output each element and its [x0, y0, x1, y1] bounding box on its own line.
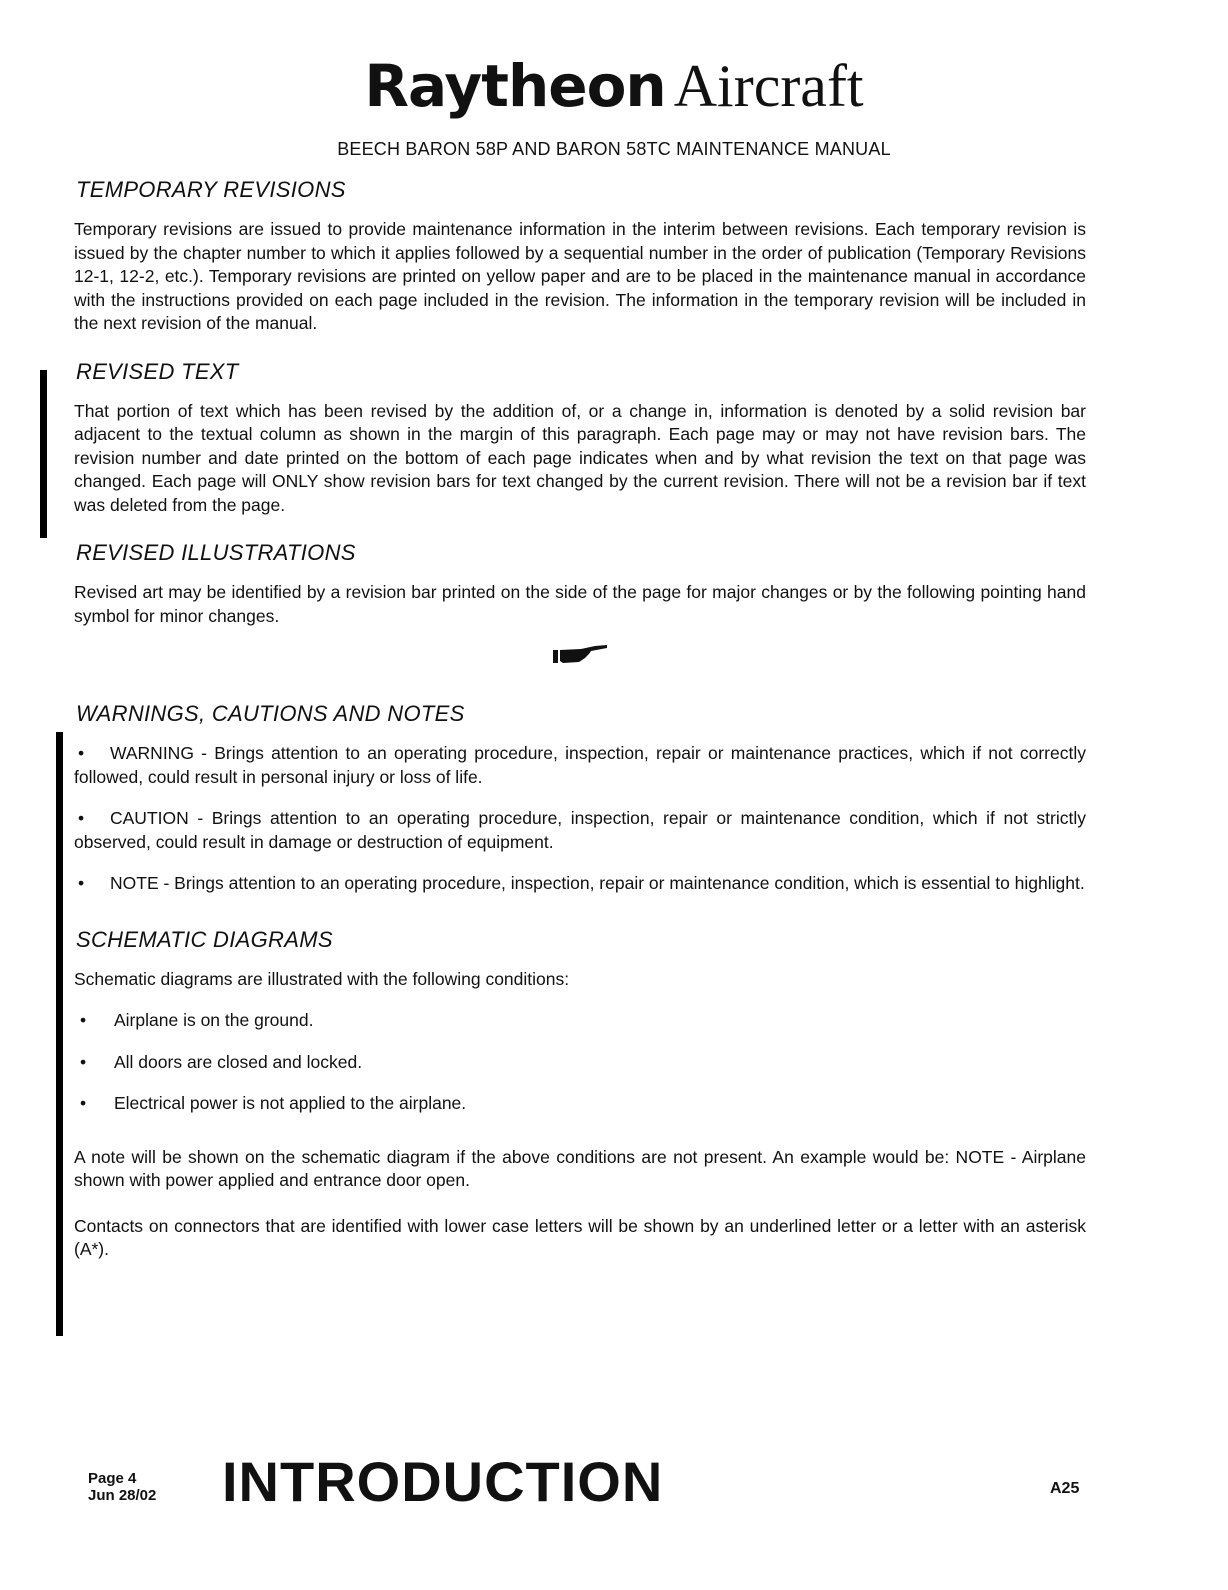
bullet-icon: • [80, 1051, 87, 1072]
revision-bar-warnings [56, 732, 63, 1336]
bullet-icon: • [80, 1010, 87, 1030]
pointing-hand-icon [74, 642, 1086, 666]
caution-item-text: CAUTION - Brings attention to an operating procedure, inspection, repair or maintenance condition, which if not strictly observed, could result in damage or destruction of equipment. [74, 808, 1086, 852]
paragraph-schematic-intro: Schematic diagrams are illustrated with the following conditions: [74, 968, 570, 989]
heading-warnings: WARNINGS, CAUTIONS AND NOTES [76, 701, 465, 726]
condition-text: All doors are closed and locked. [114, 1051, 363, 1072]
condition-text: Electrical power is not applied to the airplane. [114, 1093, 467, 1113]
footer-revision-code: A25 [1050, 1480, 1080, 1497]
brand-name-regular: Aircraft [673, 53, 864, 119]
footer-section-title: INTRODUCTION [222, 1450, 664, 1513]
heading-schematic-diagrams: SCHEMATIC DIAGRAMS [76, 926, 333, 952]
footer-page-info [88, 1470, 156, 1504]
section-revised-text [74, 358, 1086, 518]
paragraph-temporary-revisions: Temporary revisions are issued to provide maintenance information in the interim between revisions. Each temporary revision is issued by the chapter number to which it applies followed by a sequential number in the order of publication (Temporary Revisions 12-1, 12-2, etc.). Temporary revisions are printed on yellow paper and are to be placed in the maintenance manual in accordance with the instructions provided on each page included in the revision. The information in the temporary revision will be included in the next revision of the manual. [74, 219, 1086, 333]
bullet-icon: • [78, 808, 85, 828]
conditions-list [74, 1009, 1086, 1116]
section-temporary-revisions [74, 176, 1086, 336]
list-item [74, 1009, 1086, 1033]
warning-item [74, 742, 1086, 789]
caution-item [74, 807, 1086, 854]
footer-date: Jun 28/02 [88, 1487, 157, 1504]
note-item [74, 872, 1086, 896]
heading-temporary-revisions: TEMPORARY REVISIONS [76, 177, 346, 202]
brand-logo [0, 52, 1228, 120]
warning-item-text: WARNING - Brings attention to an operating procedure, inspection, repair or maintenance practices, which if not correctly followed, could result in personal injury or loss of life. [74, 743, 1086, 787]
paragraph-revised-illustrations: Revised art may be identified by a revision bar printed on the side of the page for major changes or by the following pointing hand symbol for minor changes. [74, 582, 1086, 626]
main-content [74, 176, 1086, 1284]
paragraph-schematic-contacts: Contacts on connectors that are identified with lower case letters will be shown by an underlined letter or a letter with an asterisk (A*). [74, 1215, 1086, 1259]
bullet-icon: • [80, 1093, 87, 1113]
heading-revised-text: REVISED TEXT [76, 358, 239, 384]
bullet-icon: • [78, 873, 85, 893]
manual-title: BEECH BARON 58P AND BARON 58TC MAINTENANCE MANUAL [337, 139, 891, 159]
list-item [74, 1051, 1086, 1075]
revision-bar-revised-text [40, 370, 47, 538]
brand-name-bold: Raytheon [364, 52, 666, 120]
heading-revised-illustrations: REVISED ILLUSTRATIONS [76, 540, 356, 565]
bullet-icon: • [78, 743, 85, 763]
paragraph-schematic-note: A note will be shown on the schematic diagram if the above conditions are not present. An example would be: NOTE - Airplane shown with power applied and entrance door open. [74, 1146, 1086, 1190]
section-schematic-diagrams [74, 926, 1086, 1262]
section-revised-illustrations [74, 539, 1086, 666]
section-warnings [74, 700, 1086, 896]
footer-page-number: Page 4 [88, 1470, 137, 1487]
note-item-text: NOTE - Brings attention to an operating procedure, inspection, repair or maintenance condition, which is essential to highlight. [110, 873, 1085, 893]
condition-text: Airplane is on the ground. [114, 1010, 314, 1030]
list-item [74, 1092, 1086, 1116]
paragraph-revised-text: That portion of text which has been revised by the addition of, or a change in, information is denoted by a solid revision bar adjacent to the textual column as shown in the margin of this paragraph. Each page may or may not have revision bars. The revision number and date printed on the bottom of each page indicates when and by what revision the text on that page was changed. Each page will ONLY show revision bars for text changed by the current revision. There will not be a revision bar if text was deleted from the page. [74, 400, 1086, 515]
